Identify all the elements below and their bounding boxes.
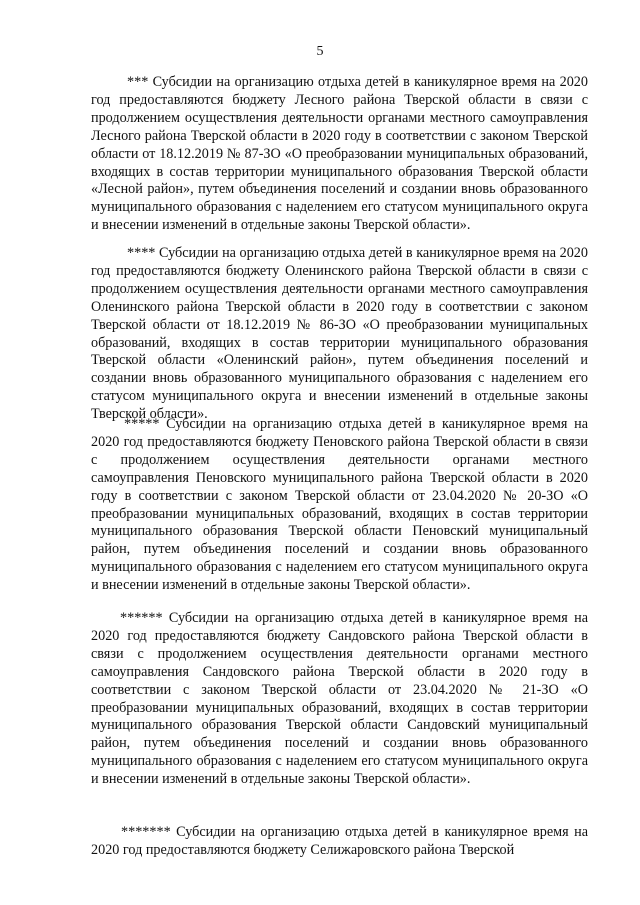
footnote-paragraph-oleninsky: **** Субсидии на организацию отдыха детей в каникулярное время на 2020 год предоставляются бюджету Оленинского района Тверской области в связи с продолжением осуществления деятельности органами местного самоуправления Оленинского района Тверской области в 2020 году в соответствии с законом Тверской области от 18.12.2019 № 86-ЗО «О преобразовании муниципальных образований, входящих в состав территории муниципального образования Тверской области «Оленинский район», путем объединения поселений и создании вновь образованного муниципального образования с наделением его статусом муниципального округа и внесении изменений в отдельные законы Тверской области». (91, 245, 588, 423)
footnote-paragraph-selizharovsky: ******* Субсидии на организацию отдыха детей в каникулярное время на 2020 год предоставляются бюджету Селижаровского района Тверской (91, 824, 588, 858)
footnote-paragraph-penovsky: ***** Субсидии на организацию отдыха детей в каникулярное время на 2020 год предоставляются бюджету Пеновского района Тверской области в связи с продолжением осуществления деятельности органами местного самоуправления Пеновского муниципального района Тверской области в 2020 году в соответствии с законом Тверской области от 23.04.2020 № 20-ЗО «О преобразовании муниципальных образований, входящих в состав территории муниципального образования Тверской области Пеновский муниципальный район, путем объединения поселений и создании вновь образованного муниципального образования с наделением его статусом муниципального округа и внесении изменений в отдельные законы Тверской области». (91, 416, 588, 594)
footnote-paragraph-lesnoy: *** Субсидии на организацию отдыха детей в каникулярное время на 2020 год предоставляются бюджету Лесного района Тверской области в связи с продолжением осуществления деятельности органами местного самоуправления Лесного района Тверской области в 2020 году в соответствии с законом Тверской области от 18.12.2019 № 87-ЗО «О преобразовании муниципальных образований, входящих в состав территории муниципального образования Тверской области «Лесной район», путем объединения поселений и создании вновь образованного муниципального образования с наделением его статусом муниципального округа и внесении изменений в отдельные законы Тверской области». (91, 74, 588, 234)
footnote-paragraph-sandovsky: ****** Субсидии на организацию отдыха детей в каникулярное время на 2020 год предоставляются бюджету Сандовского района Тверской области в связи с продолжением осуществления деятельности органами местного самоуправления Сандовского района Тверской области в 2020 году в соответствии с законом Тверской области от 23.04.2020 № 21-ЗО «О преобразовании муниципальных образований, входящих в состав территории муниципального образования Тверской области Сандовский муниципальный район, путем объединения поселений и создании вновь образованного муниципального образования с наделением его статусом муниципального округа и внесении изменений в отдельные законы Тверской области». (91, 610, 588, 788)
page-number: 5 (316, 44, 324, 59)
